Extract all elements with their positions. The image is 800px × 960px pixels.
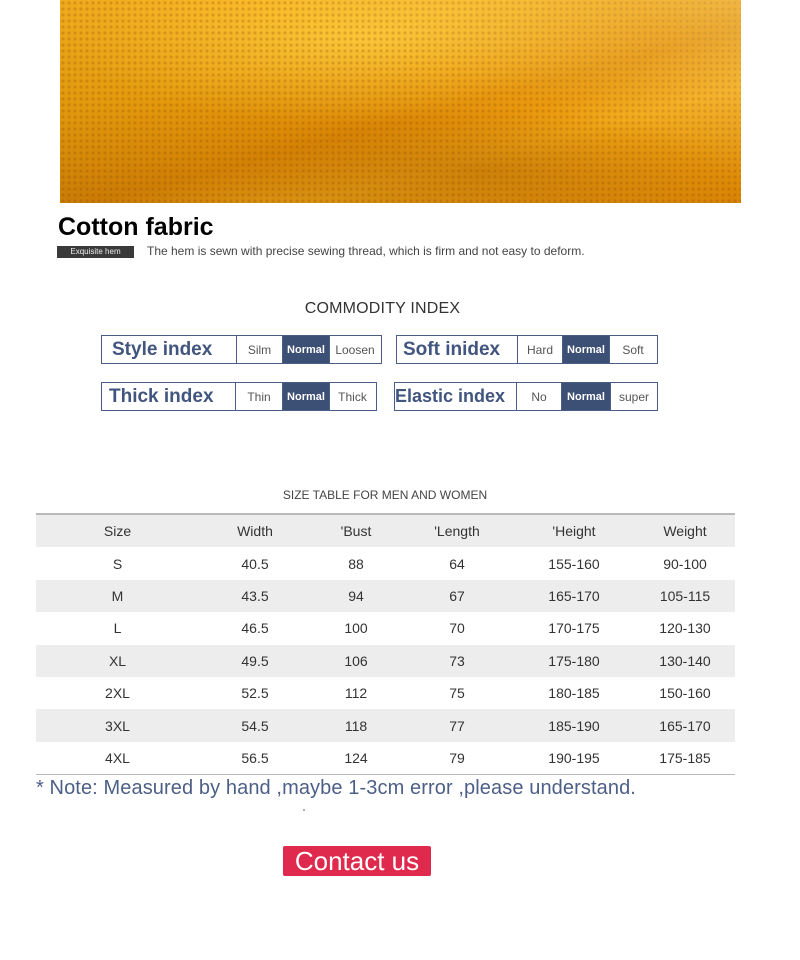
cell-bust: 118 (344, 717, 368, 734)
cell-bust: 94 (348, 587, 364, 604)
cell-height: 180-185 (548, 685, 600, 702)
table-row (36, 645, 735, 677)
hem-description: The hem is sewn with precise sewing thread, which is firm and not easy to deform. (147, 244, 585, 258)
cell-bust: 112 (344, 685, 368, 702)
cell-width: 49.5 (241, 652, 269, 669)
index-option-selected: Normal (562, 383, 611, 410)
cell-height: 175-180 (548, 652, 600, 669)
size-table-header (36, 514, 735, 547)
index-option-selected: Normal (563, 336, 610, 363)
cell-length: 79 (449, 749, 465, 766)
cell-bust: 124 (344, 749, 368, 766)
table-row (36, 677, 735, 709)
cell-size: XL (108, 652, 127, 669)
index-label: Soft inidex (397, 336, 518, 363)
cell-length: 67 (449, 587, 465, 604)
cell-width: 40.5 (241, 555, 269, 572)
fabric-title: Cotton fabric (58, 213, 214, 241)
cell-width: 46.5 (241, 620, 269, 637)
soft-index (396, 335, 658, 364)
elastic-index (394, 382, 658, 411)
table-row (36, 547, 735, 579)
cell-height: 165-170 (548, 587, 600, 604)
table-row (36, 580, 735, 612)
cell-size: M (111, 587, 124, 604)
cell-weight: 120-130 (659, 620, 711, 637)
cell-weight: 165-170 (659, 717, 711, 734)
cell-height: 190-195 (548, 749, 600, 766)
index-option: Thick (338, 389, 367, 404)
cell-height: 155-160 (548, 555, 600, 572)
header-height: 'Height (552, 523, 596, 540)
index-option: Soft (622, 342, 644, 357)
cell-size: S (112, 555, 123, 572)
cell-height: 185-190 (548, 717, 600, 734)
table-row (36, 742, 735, 775)
cell-length: 75 (449, 685, 465, 702)
cell-weight: 175-185 (659, 749, 711, 766)
cell-width: 52.5 (241, 685, 269, 702)
cell-size: 4XL (105, 749, 130, 766)
cell-length: 77 (449, 717, 465, 734)
cell-weight: 90-100 (663, 555, 707, 572)
cell-length: 70 (449, 620, 465, 637)
cell-weight: 150-160 (659, 685, 711, 702)
cell-bust: 88 (348, 555, 364, 572)
index-option: Loosen (335, 342, 375, 357)
cell-size: L (113, 620, 122, 637)
header-size: Size (103, 523, 132, 540)
contact-us-button[interactable]: Contact us (283, 846, 431, 876)
index-option: Thin (236, 383, 283, 410)
size-table-title: SIZE TABLE FOR MEN AND WOMEN (282, 488, 488, 502)
commodity-index-title: COMMODITY INDEX (304, 300, 461, 317)
cell-width: 54.5 (241, 717, 269, 734)
cell-length: 73 (449, 652, 465, 669)
table-row (36, 709, 735, 741)
cell-height: 170-175 (548, 620, 600, 637)
fabric-photo (60, 0, 741, 203)
cell-weight: 130-140 (659, 652, 711, 669)
index-option: Hard (518, 336, 563, 363)
index-option: Silm (237, 336, 283, 363)
cell-bust: 106 (344, 652, 368, 669)
header-weight: Weight (663, 523, 707, 540)
index-option-selected: Normal (283, 336, 330, 363)
cell-weight: 105-115 (659, 587, 711, 604)
table-row (36, 612, 735, 644)
thick-index (101, 382, 377, 411)
cell-width: 43.5 (241, 587, 269, 604)
header-width: Width (237, 523, 273, 540)
index-option: super (618, 389, 650, 404)
hem-badge: Exquisite hem (57, 246, 134, 258)
cell-width: 56.5 (241, 749, 269, 766)
cell-size: 2XL (105, 685, 130, 702)
index-label: Elastic index (395, 383, 517, 410)
cell-size: 3XL (105, 717, 130, 734)
cell-length: 64 (449, 555, 465, 572)
header-bust: 'Bust (340, 523, 372, 540)
decorative-dot (303, 809, 305, 811)
measurement-note: * Note: Measured by hand ,maybe 1-3cm error ,please understand. (36, 777, 636, 799)
size-table (36, 513, 735, 775)
index-option-selected: Normal (283, 383, 330, 410)
style-index (101, 335, 382, 364)
index-option: No (517, 383, 562, 410)
index-label: Thick index (102, 383, 236, 410)
cell-bust: 100 (344, 620, 368, 637)
header-length: 'Length (434, 523, 480, 540)
index-label: Style index (102, 336, 237, 363)
